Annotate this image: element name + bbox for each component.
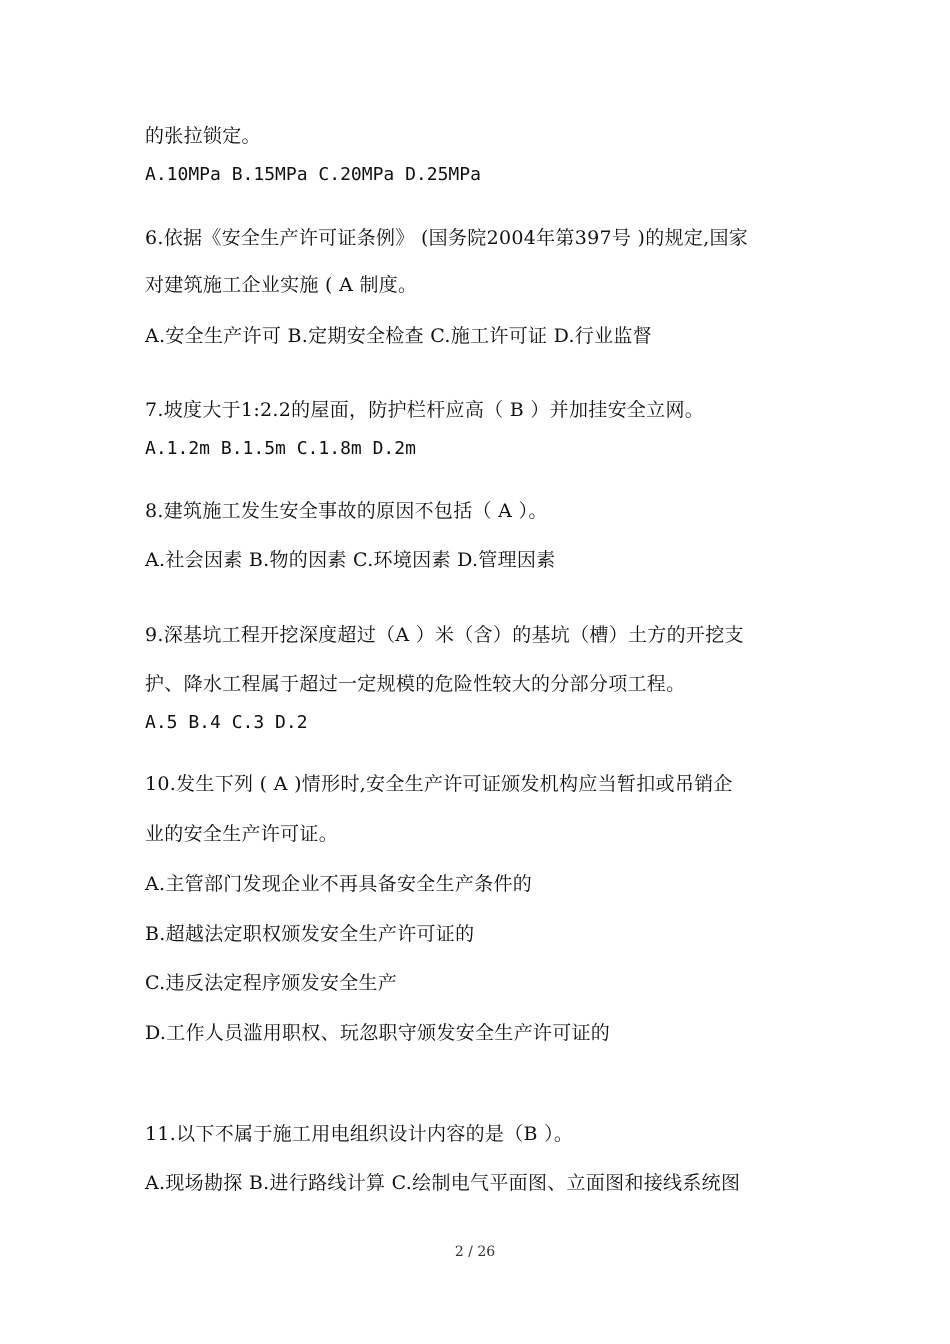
question-8-options: A.社会因素 B.物的因素 C.环境因素 D.管理因素 <box>145 549 556 571</box>
question-9-text: 9.深基坑工程开挖深度超过（A ）米（含）的基坑（槽）土方的开挖支 <box>145 624 744 646</box>
question-11-text: 11.以下不属于施工用电组织设计内容的是（B ）。 <box>145 1123 574 1145</box>
question-10-text: 10.发生下列 ( A )情形时,安全生产许可证颁发机构应当暂扣或吊销企 <box>145 773 733 795</box>
question-10-option-b: B.超越法定职权颁发安全生产许可证的 <box>145 923 475 945</box>
question-10-option-a: A.主管部门发现企业不再具备安全生产条件的 <box>145 873 533 895</box>
question-7-text: 7.坡度大于1:2.2的屋面，防护栏杆应高（ B ）并加挂安全立网。 <box>145 399 705 421</box>
page-number: 2 / 26 <box>454 1244 496 1260</box>
question-6-text: 6.依据《安全生产许可证条例》 (国务院2004年第397号 )的规定,国家 <box>145 227 749 249</box>
question-10-text-cont: 业的安全生产许可证。 <box>145 823 339 845</box>
question-10-option-d: D.工作人员滥用职权、玩忽职守颁发安全生产许可证的 <box>145 1022 611 1044</box>
question-8-text: 8.建筑施工发生安全事故的原因不包括（ A ）。 <box>145 500 548 522</box>
question-10-option-c: C.违反法定程序颁发安全生产 <box>145 972 398 994</box>
question-11-options: A.现场勘探 B.进行路线计算 C.绘制电气平面图、立面图和接线系统图 <box>145 1172 741 1194</box>
question-6-options: A.安全生产许可 B.定期安全检查 C.施工许可证 D.行业监督 <box>145 325 652 347</box>
question-7-options: A.1.2m B.1.5m C.1.8m D.2m <box>145 438 416 459</box>
question-9-options: A.5 B.4 C.3 D.2 <box>145 712 308 733</box>
question-5-tail: 的张拉锁定。 <box>145 125 261 147</box>
question-9-text-cont: 护、降水工程属于超过一定规模的危险性较大的分部分项工程。 <box>145 673 686 695</box>
question-6-text-cont: 对建筑施工企业实施 ( A 制度。 <box>145 274 418 296</box>
question-5-options: A.10MPa B.15MPa C.20MPa D.25MPa <box>145 164 481 185</box>
